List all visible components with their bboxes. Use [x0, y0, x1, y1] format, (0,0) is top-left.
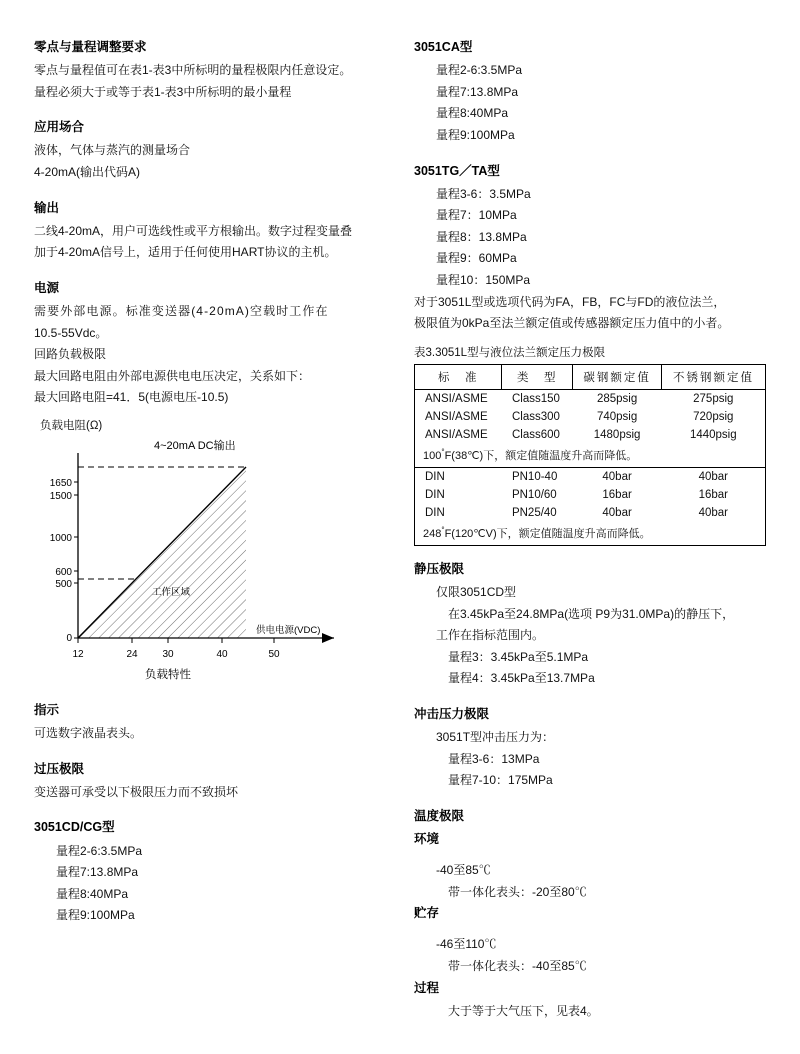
spacer	[34, 104, 382, 118]
section-heading-static-pressure: 静压极限	[414, 561, 465, 576]
static-pressure-line-2: 在3.45kPa至24.8MPa(选项 P9为31.0MPa)的静压下，	[448, 606, 735, 621]
power-line-2: 10.5-55Vdc。	[34, 325, 108, 340]
static-pressure-line-1: 仅限3051CD型	[436, 584, 517, 599]
spacer	[34, 265, 382, 279]
section-heading-temperature: 温度极限	[414, 808, 465, 823]
table-header-type: 类 型	[502, 364, 573, 389]
zero-span-line-2: 量程必须大于或等于表1-表3中所标明的最小量程	[34, 84, 292, 99]
svg-text:工作区域: 工作区域	[152, 587, 191, 599]
3051ca-item-4: 量程9:100MPa	[436, 127, 515, 142]
table-row	[415, 486, 766, 504]
application-line-2: 4-20mA(输出代码A)	[34, 165, 141, 180]
static-pressure-item-2: 量程4：3.45kPa至13.7MPa	[448, 671, 595, 686]
svg-text:4~20mA DC输出: 4~20mA DC输出	[154, 440, 236, 453]
spacer	[414, 148, 766, 162]
3051tg-ta-item-1: 量程3-6：3.5MPa	[436, 186, 531, 201]
cell-carbon: 16bar	[602, 488, 632, 501]
svg-text:30: 30	[162, 649, 174, 661]
cell-carbon: 740psig	[596, 410, 638, 423]
table-caption: 表3.3051L型与液位法兰额定压力极限	[414, 346, 606, 359]
left-column	[34, 38, 382, 928]
cell-stainless: 16bar	[698, 488, 728, 501]
cell-type: PN25/40	[511, 506, 557, 519]
note-1-post: F(38℃)下，额定值随温度升高而降低。	[444, 449, 638, 462]
table-header-carbon-steel: 碳钢额定值	[573, 364, 662, 389]
section-heading-power: 电源	[34, 280, 60, 295]
burst-pressure-item-2: 量程7-10：175MPa	[448, 773, 553, 788]
3051cd-cg-item-3: 量程8:40MPa	[56, 886, 129, 901]
cell-standard: DIN	[425, 470, 445, 483]
power-line-3: 回路负载极限	[34, 347, 107, 362]
table-note-2	[415, 522, 766, 546]
burst-pressure-item-1: 量程3-6：13MPa	[448, 751, 540, 766]
section-heading-output: 输出	[34, 200, 60, 215]
cell-type: PN10/60	[511, 488, 557, 501]
section-heading-3051ca: 3051CA型	[414, 40, 473, 54]
application-line-1: 液体，气体与蒸汽的测量场合	[34, 143, 191, 158]
note-2-post: F(120℃V)下，额定值随温度升高而降低。	[444, 527, 651, 540]
note-1-degree: °	[441, 447, 445, 457]
spacer	[414, 853, 766, 861]
section-heading-3051tg-ta: 3051TG／TA型	[414, 163, 500, 178]
svg-text:负载特性: 负载特性	[145, 669, 191, 682]
cell-standard: ANSI/ASME	[425, 428, 488, 441]
cell-carbon: 285psig	[596, 392, 638, 405]
cell-carbon: 40bar	[602, 506, 632, 519]
subheading-storage: 贮存	[414, 906, 440, 921]
cell-stainless: 1440psig	[689, 428, 737, 441]
svg-text:1000: 1000	[49, 533, 72, 545]
subheading-ambient: 环境	[414, 831, 440, 846]
3051cd-cg-item-1: 量程2-6:3.5MPa	[56, 843, 143, 858]
cell-carbon: 40bar	[602, 470, 632, 483]
3051ca-item-2: 量程7:13.8MPa	[436, 84, 519, 99]
3051tg-ta-item-5: 量程10：150MPa	[436, 273, 531, 287]
3051tg-ta-item-2: 量程7：10MPa	[436, 208, 517, 223]
svg-text:0: 0	[66, 633, 72, 645]
spacer	[414, 793, 766, 807]
cell-type: Class600	[511, 428, 560, 441]
output-line-1: 二线4-20mA，用户可选线性或平方根输出。数字过程变量叠	[34, 223, 353, 238]
section-heading-overpressure: 过压极限	[34, 761, 85, 776]
svg-text:1650: 1650	[49, 478, 72, 490]
3051ca-item-3: 量程8:40MPa	[436, 106, 509, 121]
note-2-degree: °	[441, 525, 445, 535]
overpressure-line-1: 变送器可承受以下极限压力而不致损坏	[34, 784, 239, 799]
3051tg-ta-item-3: 量程8：13.8MPa	[436, 229, 527, 244]
power-line-1: 需要外部电源。标准变送器(4-20mA)空载时工作在	[34, 304, 329, 319]
table-header-stainless-steel: 不锈钢额定值	[662, 364, 766, 389]
svg-text:24: 24	[126, 649, 138, 661]
spacer	[414, 336, 766, 344]
spacer	[414, 691, 766, 705]
note-2-pre: 248	[423, 527, 442, 540]
right-column	[414, 38, 766, 1023]
svg-text:供电电源(VDC): 供电电源(VDC)	[256, 625, 321, 637]
ambient-line-2: 带一体化表头：-20至80℃	[448, 884, 587, 899]
cell-type: Class150	[511, 392, 560, 405]
cell-carbon: 1480psig	[593, 428, 641, 441]
static-pressure-line-3: 工作在指标范围内。	[436, 628, 545, 643]
spacer	[414, 546, 766, 560]
3051cd-cg-item-4: 量程9:100MPa	[56, 908, 135, 923]
zero-span-line-1: 零点与量程值可在表1-表3中所标明的量程极限内任意设定。	[34, 63, 352, 78]
spacer	[34, 804, 382, 818]
table-note-row-2	[415, 522, 766, 546]
section-heading-indicator: 指示	[34, 703, 60, 718]
table-row	[415, 389, 766, 408]
svg-text:40: 40	[216, 649, 228, 661]
cell-standard: DIN	[425, 488, 445, 501]
output-line-2: 加于4-20mA信号上，适用于任何使用HART协议的主机。	[34, 245, 337, 260]
subheading-process: 过程	[414, 980, 440, 995]
cell-standard: DIN	[425, 506, 445, 519]
process-line-1: 大于等于大气压下，见表4。	[448, 1003, 599, 1018]
power-line-5: 最大回路电阻=41．5(电源电压-10.5)	[34, 390, 229, 405]
3051tg-ta-note-1: 对于3051L型或选项代码为FA，FB，FC与FD的液位法兰，	[414, 294, 726, 309]
table-note-row-1	[415, 444, 766, 468]
spacer	[34, 687, 382, 701]
spacer	[34, 746, 382, 760]
storage-line-2: 带一体化表头：-40至85℃	[448, 958, 587, 973]
table-row	[415, 408, 766, 426]
table-row	[415, 426, 766, 444]
cell-stainless: 40bar	[698, 470, 728, 483]
spacer	[414, 927, 766, 935]
svg-text:1500: 1500	[49, 491, 72, 503]
section-heading-zero-span: 零点与量程调整要求	[34, 40, 147, 54]
cell-standard: ANSI/ASME	[425, 392, 488, 405]
pressure-limits-table	[414, 364, 766, 546]
chart-svg	[34, 435, 382, 685]
ambient-line-1: -40至85℃	[436, 863, 491, 878]
3051tg-ta-note-2: 极限值为0kPa至法兰额定值或传感器额定压力值中的小者。	[414, 316, 730, 331]
section-heading-3051cd-cg: 3051CD/CG型	[34, 820, 115, 835]
cell-type: Class300	[511, 410, 560, 423]
svg-text:600: 600	[55, 567, 72, 579]
table-header-standard: 标 准	[415, 364, 502, 389]
table-row	[415, 467, 766, 486]
indicator-line-1: 可选数字液晶表头。	[34, 726, 143, 741]
cell-stainless: 40bar	[698, 506, 728, 519]
load-characteristic-chart	[34, 417, 382, 687]
note-1-pre: 100	[423, 449, 442, 462]
section-heading-burst-pressure: 冲击压力极限	[414, 706, 490, 721]
table-row	[415, 504, 766, 522]
spacer	[34, 185, 382, 199]
3051tg-ta-item-4: 量程9：60MPa	[436, 251, 517, 266]
chart-y-axis-label: 负载电阻(Ω)	[40, 420, 103, 433]
static-pressure-item-1: 量程3：3.45kPa至5.1MPa	[448, 649, 589, 664]
cell-stainless: 275psig	[693, 392, 734, 405]
table-header-row	[415, 364, 766, 389]
table-note-1	[415, 444, 766, 468]
cell-type: PN10-40	[511, 470, 558, 483]
section-heading-application: 应用场合	[34, 120, 85, 135]
power-line-4: 最大回路电阻由外部电源供电电压决定，关系如下：	[34, 368, 311, 383]
svg-text:12: 12	[72, 649, 84, 661]
cell-stainless: 720psig	[693, 410, 734, 423]
cell-standard: ANSI/ASME	[425, 410, 488, 423]
3051ca-item-1: 量程2-6:3.5MPa	[436, 63, 523, 78]
3051cd-cg-item-2: 量程7:13.8MPa	[56, 865, 139, 880]
burst-pressure-line-1: 3051T型冲击压力为：	[436, 730, 555, 744]
svg-text:50: 50	[268, 649, 280, 661]
storage-line-1: -46至110℃	[436, 937, 497, 952]
svg-text:500: 500	[55, 579, 72, 591]
